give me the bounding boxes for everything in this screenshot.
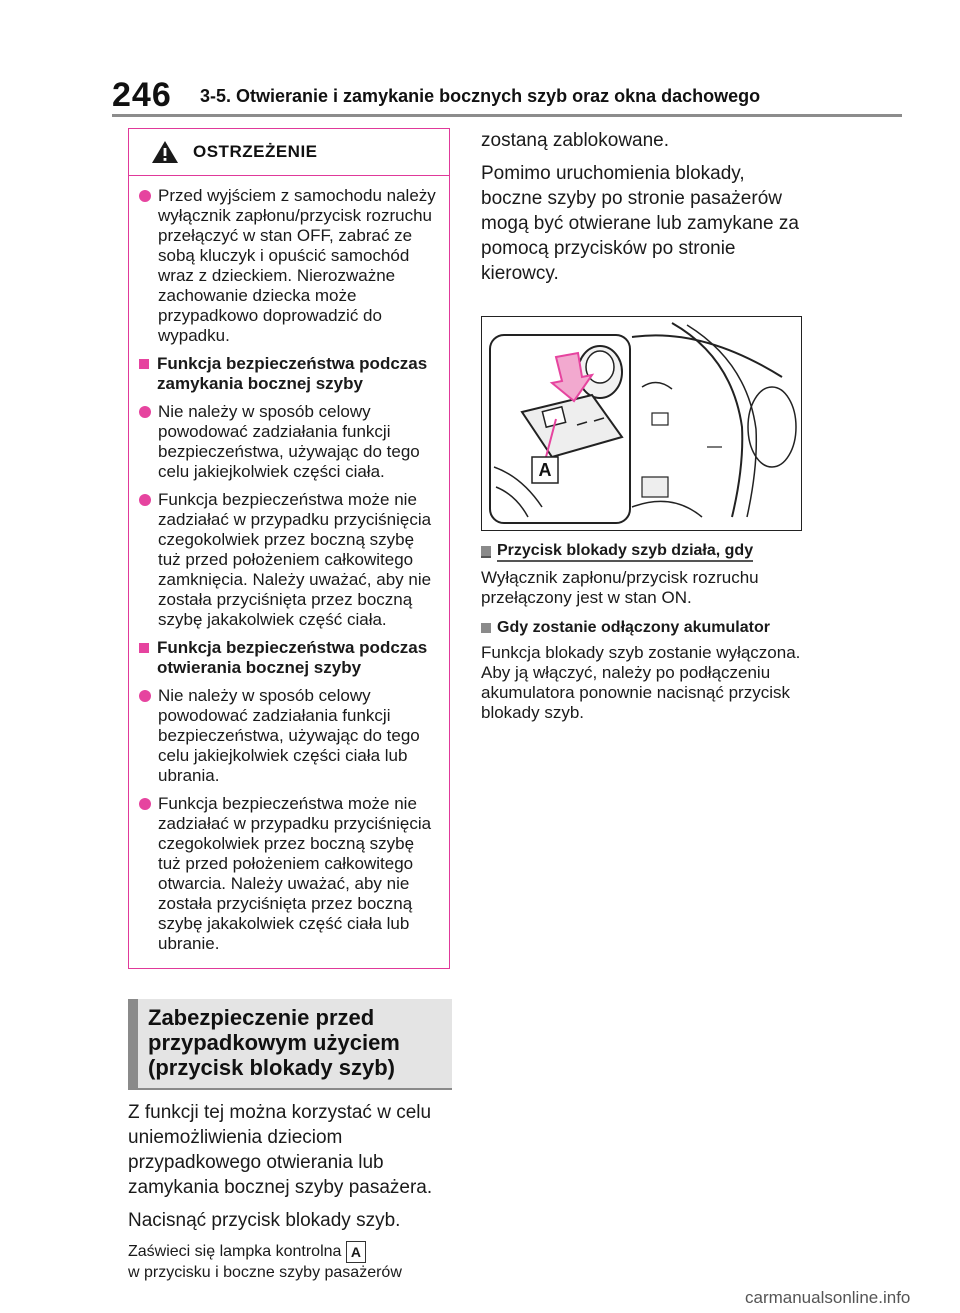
window-lock-illustration (481, 316, 802, 531)
condition-subheading: Przycisk blokady szyb działa, gdy (481, 541, 803, 562)
warning-triangle-icon (151, 140, 179, 164)
right-column (481, 128, 803, 723)
right-paragraph: Pomimo uruchomienia blokady, boczne szyby po stronie pasażerów mogą być otwierane lub zamykane za pomocą przycisków po stronie kierowcy. (481, 163, 799, 284)
bullet-square-icon (481, 623, 491, 633)
bullet-square-icon (139, 643, 149, 653)
warning-body (129, 176, 449, 968)
bullet-dot-icon (139, 190, 151, 202)
page-header (0, 0, 960, 116)
battery-subheading: Gdy zostanie odłączony akumulator (481, 618, 803, 637)
section-heading: Zabezpieczenie przed przypadkowym użyciem (przycisk blokady szyb) (128, 999, 452, 1090)
warning-item: Funkcja bezpieczeństwa może nie zadziałać w przypadku przyciśnięcia czegokolwiek przez boczną szybę tuż przed położeniem całkowitego zamknięcia. Należy uważać, aby nie została przyciśnięta przez boczną szybę jakakolwiek część ciała. (139, 490, 441, 630)
illustration-label-a: A (538, 460, 552, 480)
watermark: carmanualsonline.info (745, 1288, 911, 1307)
bullet-dot-icon (139, 494, 151, 506)
section-paragraph: Z funkcji tej można korzystać w celu uniemożliwienia dzieciom przypadkowego otwierania lub zamykania bocznej szyby pasażera. (128, 1102, 433, 1198)
header-divider (112, 114, 902, 117)
bullet-dot-icon (139, 406, 151, 418)
left-column (128, 128, 452, 1283)
callout-a-label: A (346, 1241, 366, 1263)
door-panel-drawing (482, 317, 801, 530)
warning-subheading: Funkcja bezpieczeństwa podczas otwierania bocznej szyby (139, 638, 441, 678)
warning-title: OSTRZEŻENIE (193, 142, 318, 161)
bullet-square-icon (139, 359, 149, 369)
right-paragraph: zostaną zablokowane. (481, 130, 670, 151)
chapter-title: 3-5. Otwieranie i zamykanie bocznych szyb oraz okna dachowego (200, 86, 761, 106)
warning-item: Funkcja bezpieczeństwa może nie zadziałać w przypadku przyciśnięcia czegokolwiek przez boczną szybę tuż przed położeniem całkowitego otwarcia. Należy uważać, aby nie została przyciśnięta przez boczną szybę jakakolwiek część ciała lub ubranie. (139, 794, 441, 954)
condition-text: Wyłącznik zapłonu/przycisk rozruchu przełączony jest w stan ON. (481, 568, 759, 607)
warning-box (128, 128, 450, 969)
warning-subheading: Funkcja bezpieczeństwa podczas zamykania bocznej szyby (139, 354, 441, 394)
bullet-dot-icon (139, 690, 151, 702)
battery-text: Funkcja blokady szyb zostanie wyłączona. Aby ją włączyć, należy po podłączeniu akumulatora ponownie nacisnąć przycisk blokady szyb. (481, 643, 801, 722)
right-body (481, 128, 803, 286)
warning-item: Przed wyjściem z samochodu należy wyłącznik zapłonu/przycisk rozruchu przełączyć w stan OFF, zabrać ze sobą kluczyk i opuścić samochód wraz z dzieckiem. Nierozważne zachowanie dziecka może przypadkowo doprowadzić do wypadku. (139, 186, 441, 346)
warning-header (129, 129, 449, 176)
page-number: 246 (112, 76, 172, 114)
section-paragraph: Nacisnąć przycisk blokady szyb. (128, 1210, 401, 1231)
bullet-dot-icon (139, 798, 151, 810)
warning-item: Nie należy w sposób celowy powodować zadziałania funkcji bezpieczeństwa, używając do tego celu jakiejkolwiek części ciała. (139, 402, 441, 482)
section-body (128, 1100, 452, 1233)
indicator-note: Zaświeci się lampka kontrolna A w przycisku i boczne szyby pasażerów (128, 1241, 452, 1283)
warning-item: Nie należy w sposób celowy powodować zadziałania funkcji bezpieczeństwa, używając do tego celu jakiejkolwiek części ciała lub ubrania. (139, 686, 441, 786)
bullet-square-icon (481, 546, 491, 558)
